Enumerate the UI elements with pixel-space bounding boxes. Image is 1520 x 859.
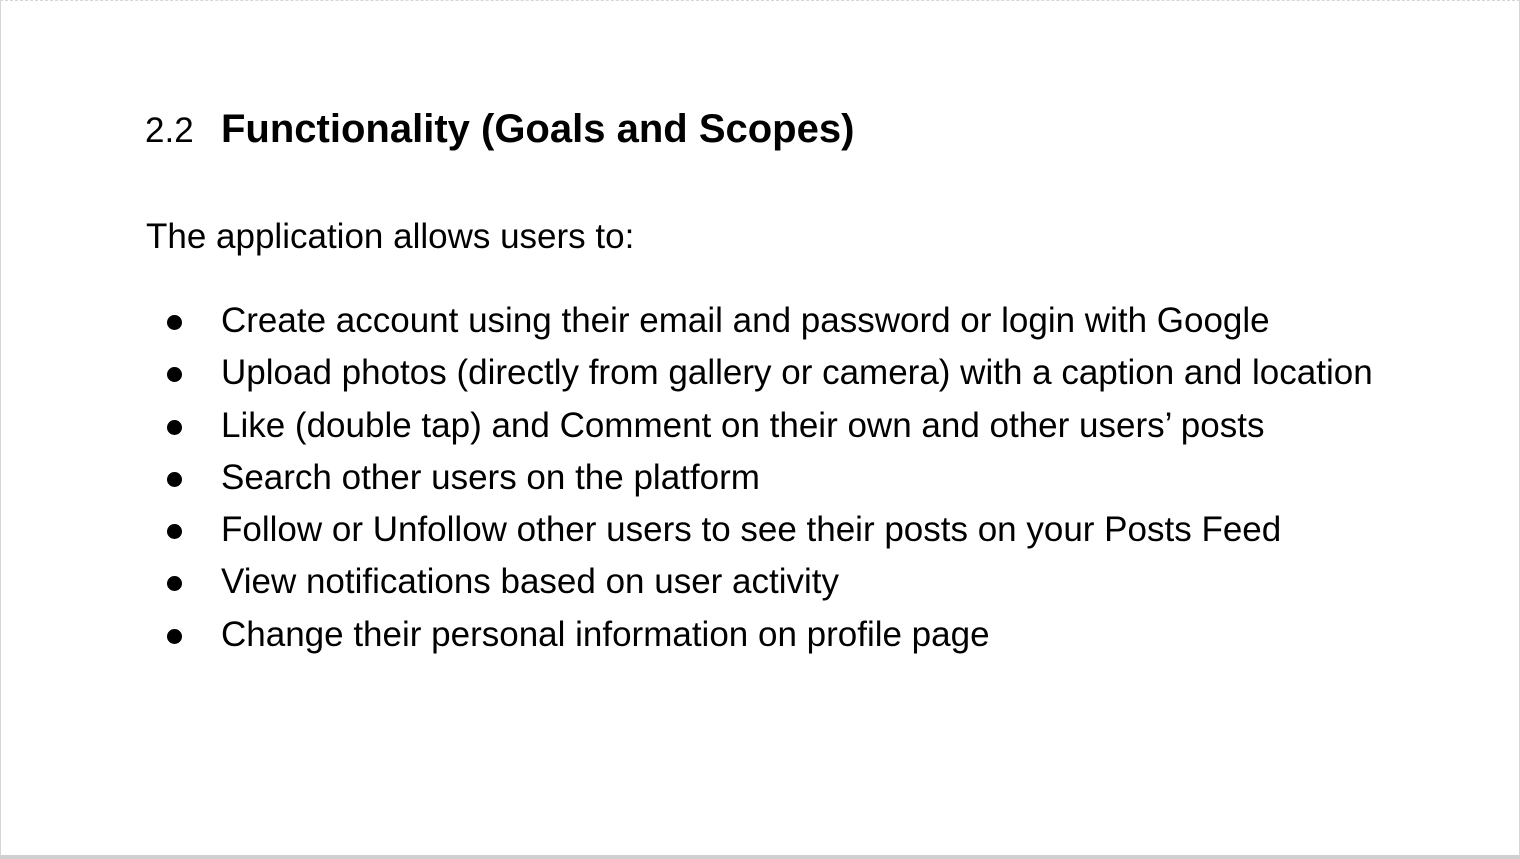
list-item — [145, 452, 1405, 504]
functionality-list — [145, 295, 1405, 661]
bullet-icon — [167, 315, 182, 330]
bullet-icon — [167, 524, 182, 539]
list-item — [145, 556, 1405, 608]
list-item-text: Change their personal information on profile page — [221, 614, 990, 654]
list-item-text: View notifications based on user activity — [221, 562, 840, 602]
list-item — [145, 609, 1405, 661]
list-item — [145, 504, 1405, 556]
bullet-icon — [167, 367, 182, 382]
bullet-icon — [167, 472, 182, 487]
list-item-text: Upload photos (directly from gallery or camera) with a caption and location — [221, 353, 1373, 393]
list-item-text: Search other users on the platform — [221, 457, 760, 497]
list-item — [145, 400, 1405, 452]
section-title: Functionality (Goals and Scopes) — [221, 107, 855, 151]
list-item-text: Follow or Unfollow other users to see their posts on your Posts Feed — [221, 510, 1282, 550]
bullet-icon — [167, 629, 182, 644]
list-item — [145, 347, 1405, 399]
intro-paragraph: The application allows users to: — [146, 217, 635, 256]
list-item-text: Create account using their email and password or login with Google — [221, 301, 1270, 340]
bullet-icon — [167, 576, 182, 591]
list-item — [145, 295, 1405, 347]
list-item-text: Like (double tap) and Comment on their own and other users’ posts — [221, 405, 1265, 445]
section-number: 2.2 — [145, 111, 194, 150]
bullet-icon — [167, 420, 182, 435]
section-heading — [145, 103, 854, 164]
